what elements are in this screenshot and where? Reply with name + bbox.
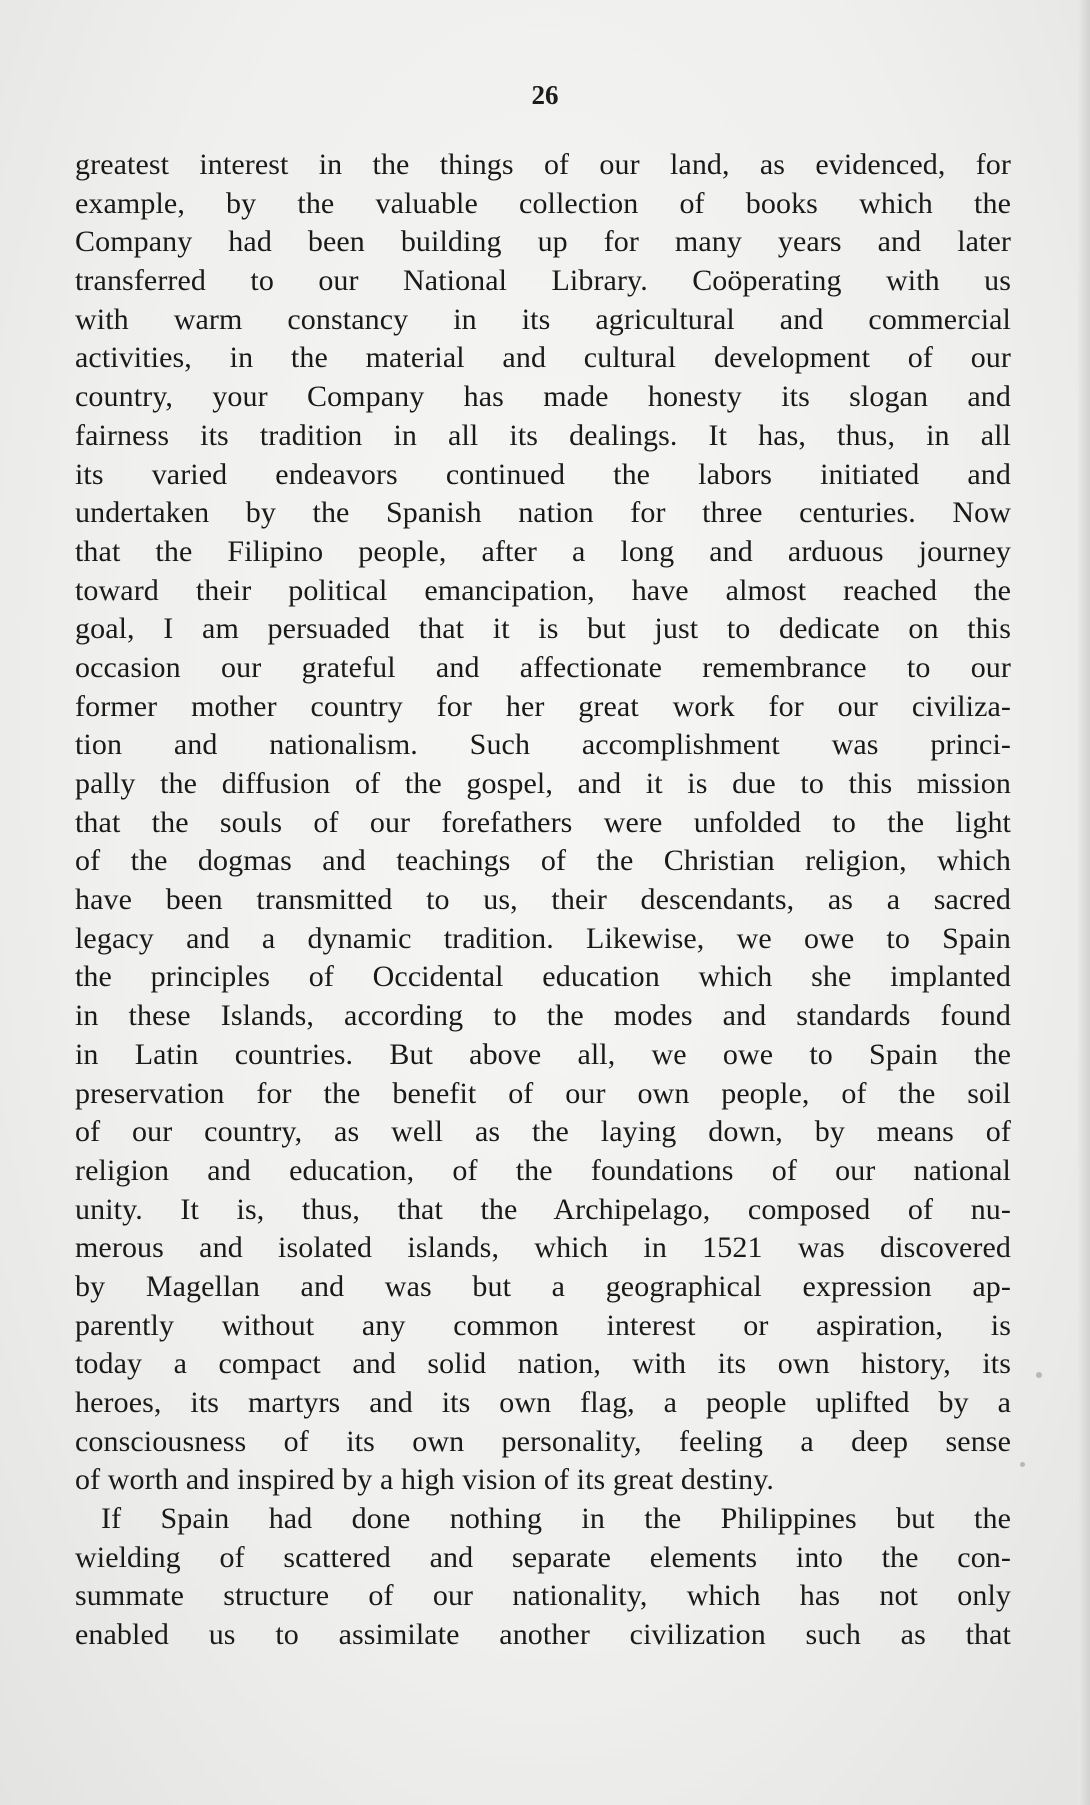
- text-line: that the Filipino people, after a long and arduous journey: [75, 534, 1011, 568]
- text-line: have been transmitted to us, their descendants, as a sacred: [75, 883, 1011, 917]
- text-line: by Magellan and was but a geographical expression ap-: [75, 1269, 1011, 1303]
- text-line: former mother country for her great work for our civiliza-: [75, 689, 1011, 723]
- text-line: occasion our grateful and affectionate remembrance to our: [75, 650, 1011, 684]
- text-line: pally the diffusion of the gospel, and it is due to this mission: [75, 767, 1011, 800]
- text-line: merous and isolated islands, which in 1521 was discovered: [75, 1231, 1011, 1265]
- text-line: parently without any common interest or aspiration, is: [75, 1308, 1011, 1342]
- text-line: undertaken by the Spanish nation for three centuries. Now: [75, 496, 1011, 530]
- text-line: legacy and a dynamic tradition. Likewise, we owe to Spain: [75, 921, 1011, 955]
- text-line: unity. It is, thus, that the Archipelago, composed of nu-: [75, 1192, 1011, 1226]
- text-line: religion and education, of the foundations of our national: [75, 1153, 1011, 1187]
- text-line: summate structure of our nationality, which has not only: [75, 1579, 1011, 1613]
- text-line: its varied endeavors continued the labors initiated and: [75, 457, 1011, 491]
- text-line: example, by the valuable collection of books which the: [75, 186, 1011, 220]
- text-line: country, your Company has made honesty its slogan and: [75, 380, 1011, 414]
- text-line: greatest interest in the things of our land, as evidenced, for: [75, 148, 1011, 181]
- text-line-paragraph-start: If Spain had done nothing in the Philippines but the: [101, 1502, 1011, 1536]
- text-line: today a compact and solid nation, with its own history, its: [75, 1347, 1011, 1381]
- text-line: consciousness of its own personality, feeling a deep sense: [75, 1424, 1011, 1458]
- text-line: with warm constancy in its agricultural and commercial: [75, 302, 1011, 336]
- text-line: of the dogmas and teachings of the Christian religion, which: [75, 844, 1011, 878]
- text-line: in these Islands, according to the modes and standards found: [75, 999, 1011, 1033]
- text-line: that the souls of our forefathers were unfolded to the light: [75, 805, 1011, 839]
- text-line: in Latin countries. But above all, we owe to Spain the: [75, 1037, 1011, 1071]
- text-line: heroes, its martyrs and its own flag, a people uplifted by a: [75, 1386, 1011, 1419]
- text-line: activities, in the material and cultural development of our: [75, 341, 1011, 375]
- paper-speck: [1020, 1462, 1025, 1467]
- page-number: 26: [531, 80, 559, 110]
- text-line: the principles of Occidental education which she implanted: [75, 960, 1011, 994]
- text-line: goal, I am persuaded that it is but just to dedicate on this: [75, 612, 1011, 646]
- text-line: Company had been building up for many years and later: [75, 225, 1011, 259]
- text-line: fairness its tradition in all its dealings. It has, thus, in all: [75, 418, 1011, 452]
- body-text: [75, 146, 1011, 1655]
- paper-speck: [1036, 1372, 1042, 1378]
- text-line: preservation for the benefit of our own people, of the soil: [75, 1076, 1011, 1110]
- text-line: toward their political emancipation, have almost reached the: [75, 573, 1011, 607]
- text-line: wielding of scattered and separate elements into the con-: [75, 1540, 1011, 1574]
- text-line: of our country, as well as the laying down, by means of: [75, 1115, 1011, 1149]
- page-edge-shadow: [1078, 0, 1090, 1805]
- text-line: tion and nationalism. Such accomplishment was princi-: [75, 728, 1011, 762]
- text-line: enabled us to assimilate another civilization such as that: [75, 1618, 1011, 1652]
- text-line-paragraph-end: of worth and inspired by a high vision of its great destiny.: [75, 1463, 774, 1497]
- text-line: transferred to our National Library. Coöperating with us: [75, 264, 1011, 298]
